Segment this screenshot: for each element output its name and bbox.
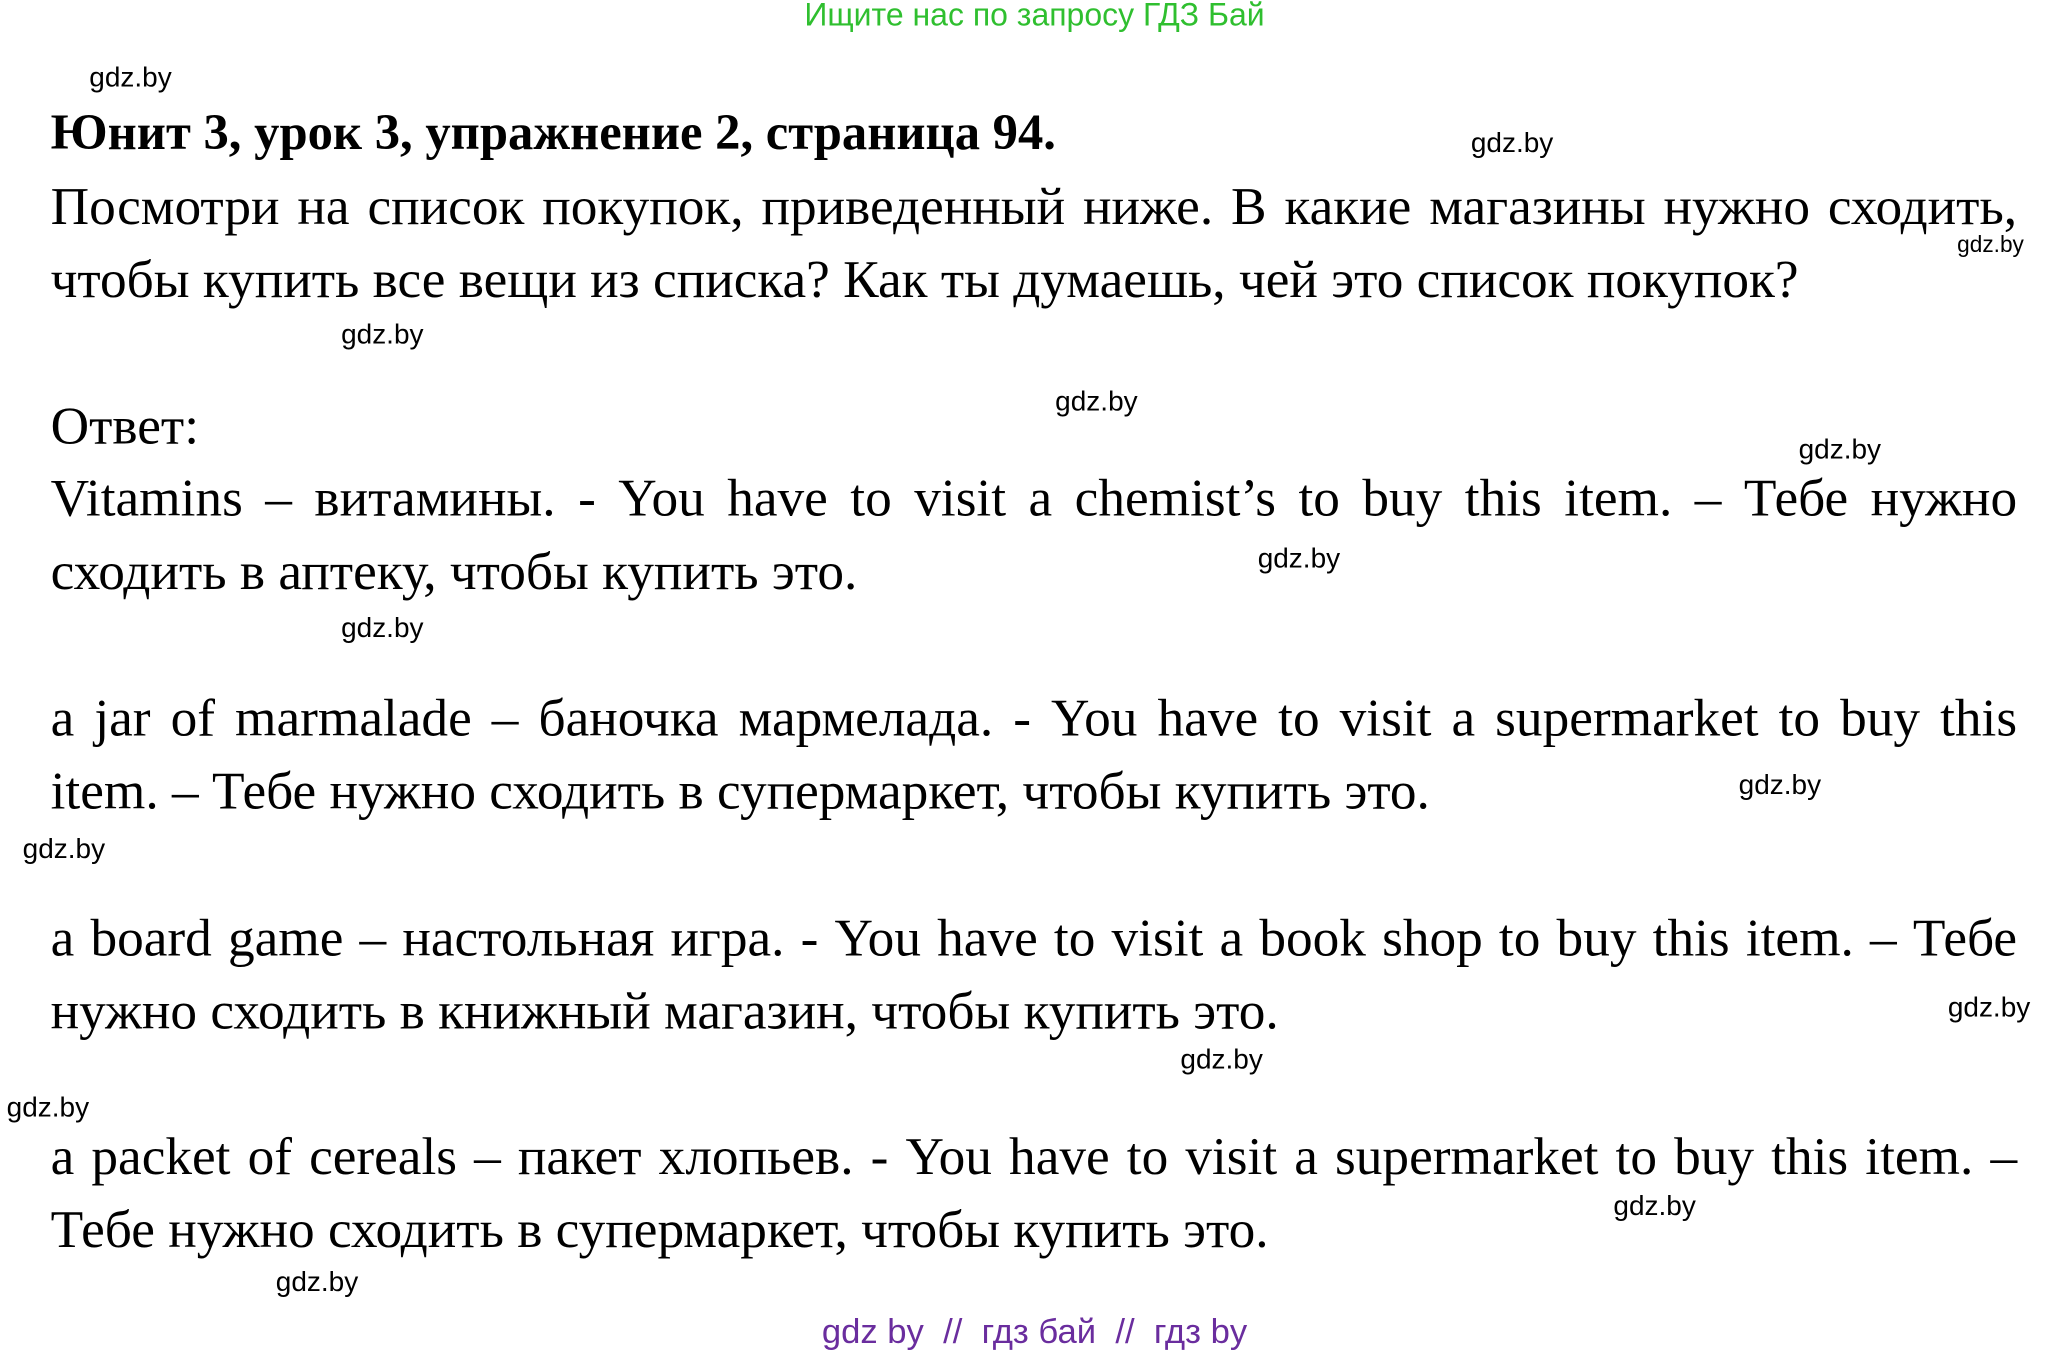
watermark: gdz.by (89, 62, 172, 94)
exercise-heading: Юнит 3, урок 3, упражнение 2, страница 94. (50, 105, 1056, 162)
watermark: gdz.by (341, 319, 424, 351)
watermark: gdz.by (6, 1092, 90, 1124)
watermark: gdz.by (341, 612, 424, 644)
footer-links[interactable]: gdz by // гдз бай // гдз by (821, 1310, 1248, 1351)
task-text: Посмотри на список покупок, приведенный ниже. В какие магазины нужно сходить, чтобы купить все вещи из списка? Как ты думаешь, чей это список покупок? (50, 175, 2018, 309)
answer-item-cereals: a packet of cereals – пакет хлопьев. - You have to visit a supermarket to buy this item. – Тебе нужно сходить в супермаркет, чтобы купить это. (50, 1125, 2018, 1259)
answer-item-marmalade: a jar of marmalade – баночка мармелада. - You have to visit a supermarket to buy this item. – Тебе нужно сходить в супермаркет, чтобы купить это. (50, 687, 2018, 821)
watermark: gdz.by (275, 1267, 359, 1298)
watermark: gdz.by (1180, 1044, 1263, 1076)
answer-label: Ответ: (50, 395, 200, 456)
watermark: gdz.by (1947, 992, 2031, 1024)
watermark: gdz.by (1738, 770, 1822, 801)
watermark: gdz.by (1257, 543, 1341, 575)
answer-item-board-game: a board game – настольная игра. - You have to visit a book shop to buy this item. – Тебе нужно сходить в книжный магазин, чтобы купить это. (50, 907, 2018, 1040)
watermark: gdz.by (1470, 127, 1554, 159)
answer-item-vitamins: Vitamins – витамины. - You have to visit a chemist’s to buy this item. – Тебе нужно сходить в аптеку, чтобы купить это. (50, 467, 2018, 601)
watermark: gdz.by (1957, 231, 2024, 258)
search-banner[interactable]: Ищите нас по запросу ГДЗ Бай (804, 0, 1265, 34)
watermark: gdz.by (1613, 1191, 1696, 1222)
watermark: gdz.by (22, 834, 106, 865)
watermark: gdz.by (1798, 434, 1882, 465)
watermark: gdz.by (1055, 386, 1138, 418)
